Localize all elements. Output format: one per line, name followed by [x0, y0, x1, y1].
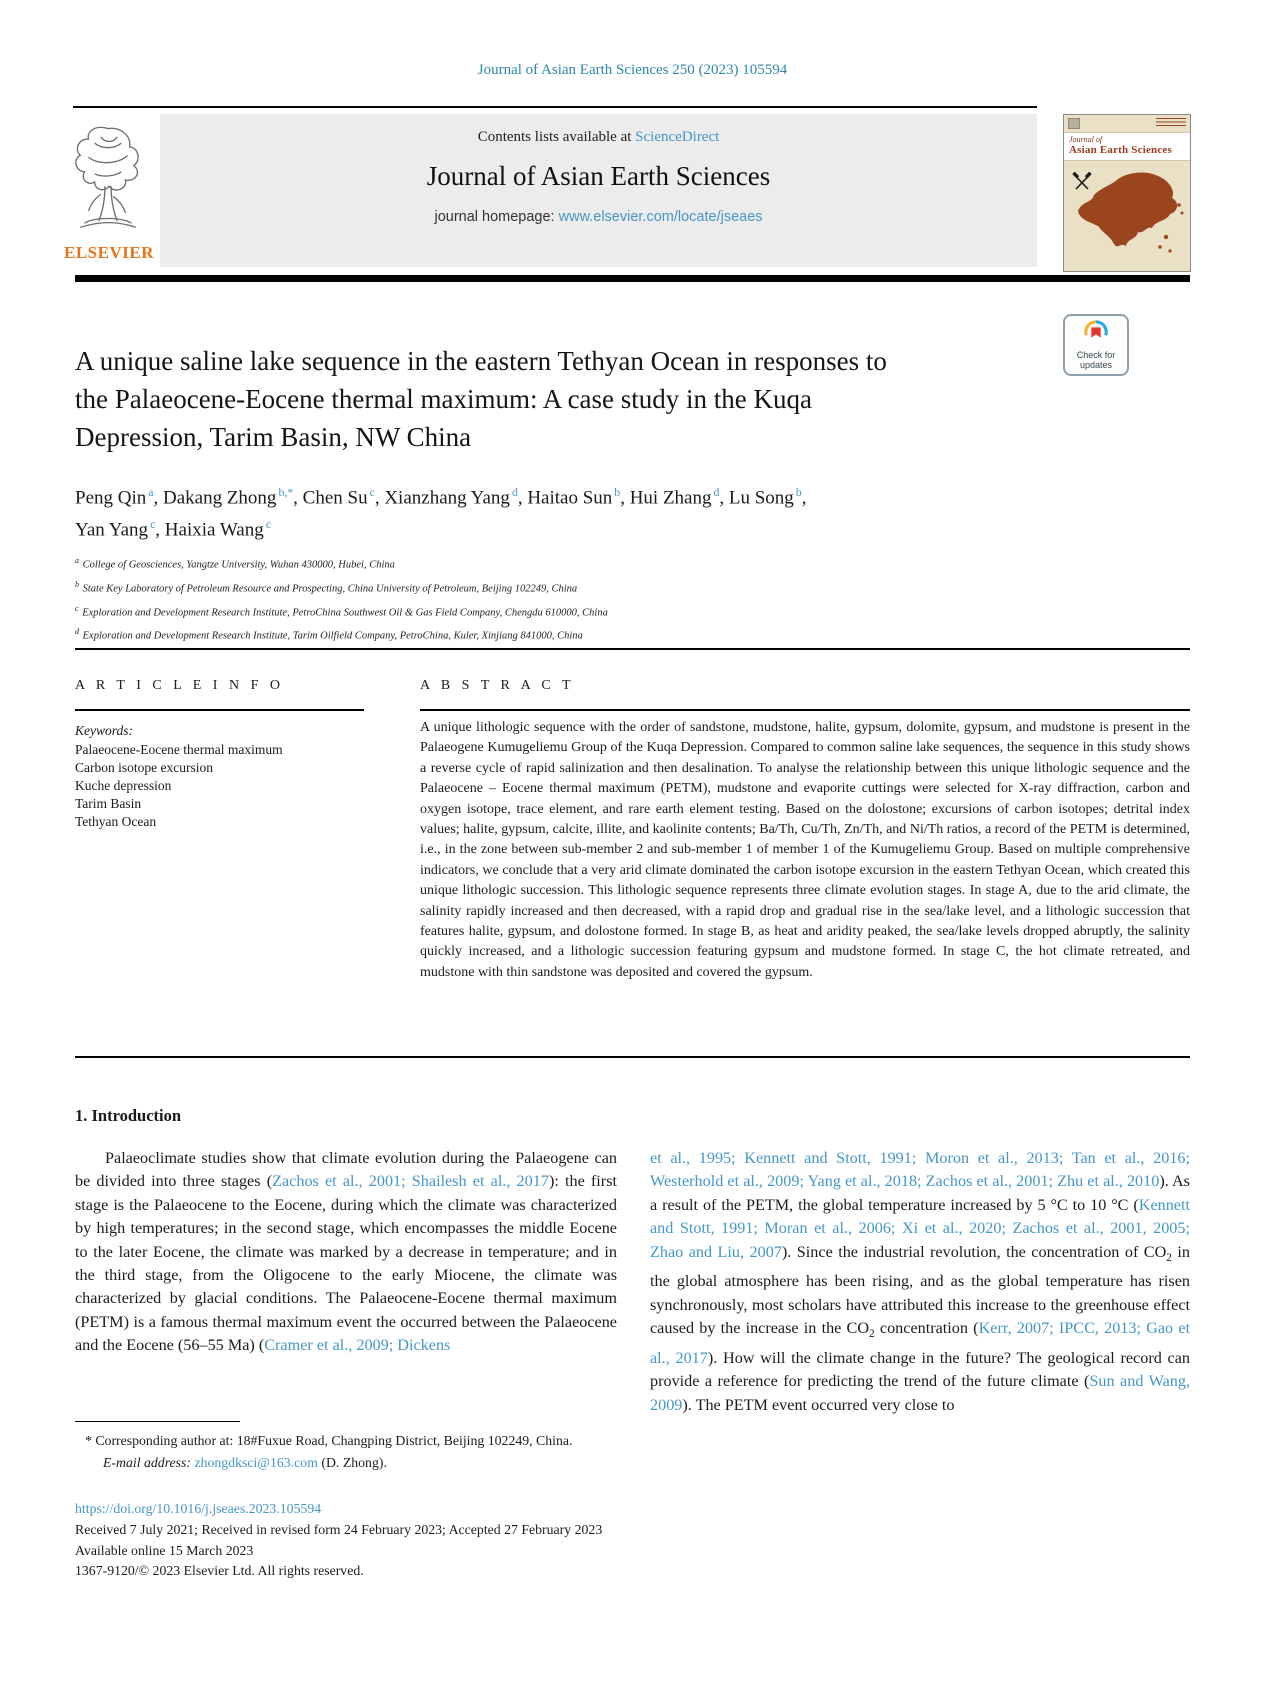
- affiliations: [75, 551, 608, 646]
- superscript-marker: b: [75, 579, 79, 589]
- journal-cover-thumbnail[interactable]: [1063, 114, 1191, 272]
- text-segment: , Hui Zhang: [620, 487, 712, 509]
- homepage-line: [160, 209, 1037, 225]
- superscript-marker: d: [75, 627, 79, 637]
- text-segment: , Chen Su: [293, 487, 368, 509]
- text-segment: , Haitao Sun: [517, 487, 613, 509]
- author-line: [75, 511, 806, 543]
- superscript-marker: d: [511, 486, 518, 499]
- cover-title-italic: Journal of: [1069, 135, 1103, 144]
- text-segment: concentration (: [874, 1319, 979, 1338]
- superscript-marker: b: [795, 486, 802, 499]
- keywords-label: Keywords:: [75, 723, 133, 738]
- text-segment: ). How will the climate change in the future? The geological record can provide a reference for predicting the trend of the future climate (: [650, 1348, 1190, 1391]
- keyword-item: Palaeocene-Eocene thermal maximum: [75, 742, 283, 757]
- journal-homepage-link[interactable]: www.elsevier.com/locate/jseaes: [558, 209, 763, 225]
- sciencedirect-link[interactable]: ScienceDirect: [635, 129, 720, 145]
- text-segment: ). The PETM event occurred very close to: [682, 1395, 955, 1414]
- section-heading-introduction: 1. Introduction: [75, 1106, 182, 1125]
- intro-left-column: [75, 1147, 617, 1358]
- text-segment: ): the first stage is the Palaeocene to the Eocene, during which the climate was characterized by high temperatures; in the second stage, which encompasses the middle Eocene to the later Eocene, the climate was marked by a decrease in temperature; and in the third stage, from the Oligocene to the early Miocene, the climate was characterized by glacial conditions. The Palaeocene-Eocene thermal maximum (PETM) is a famous thermal maximum event the occurred between the Palaeocene and the Eocene (56–55 Ma) (: [75, 1172, 617, 1355]
- masthead-journal-title: Journal of Asian Earth Sciences: [426, 161, 771, 191]
- cover-top-text-decoration: [1156, 118, 1186, 126]
- cover-title-band: [1064, 132, 1190, 161]
- citation-link[interactable]: Sun and Wang, 2009: [650, 1372, 1190, 1414]
- citation-link[interactable]: Kerr, 2007; IPCC, 2013; Gao et al., 2017: [650, 1319, 1191, 1367]
- text-segment: in the global atmosphere has been rising, and as the global temperature has risen synchronously, most scholars have attributed this increase to the greenhouse effect caused by the increase in the CO: [650, 1242, 1190, 1338]
- issn-copyright: 1367-9120/© 2023 Elsevier Ltd. All rights reserved.: [75, 1563, 364, 1579]
- superscript-marker: c: [265, 518, 271, 532]
- text-segment: ). Since the industrial revolution, the concentration of CO: [781, 1242, 1167, 1261]
- affiliation-line: [75, 575, 608, 599]
- text-segment: , Dakang Zhong: [153, 487, 277, 509]
- citation-link[interactable]: Zachos et al., 2001; Shailesh et al., 2017: [272, 1172, 549, 1191]
- keywords-list: [75, 741, 283, 831]
- article-title: [75, 342, 887, 456]
- abstract-heading: A B S T R A C T: [420, 678, 575, 693]
- text-segment: ,: [801, 487, 807, 509]
- received-dates: Received 7 July 2021; Received in revised form 24 February 2023; Accepted 27 February 2023: [75, 1521, 603, 1537]
- footnote-divider: [75, 1421, 240, 1422]
- superscript-marker: b,*: [278, 486, 294, 499]
- crossmark-icon: [1083, 319, 1109, 345]
- cover-mini-logo: [1068, 118, 1080, 129]
- text-segment: Exploration and Development Research Institute, Tarim Oilfield Company, PetroChina, Kuler, Xinjiang 841000, China: [80, 630, 583, 642]
- cover-title-main: Asian Earth Sciences: [1069, 144, 1172, 156]
- cover-top-strip: [1064, 115, 1190, 132]
- corresponding-author-note: * Corresponding author at: 18#Fuxue Road, Changping District, Beijing 102249, China.: [85, 1433, 573, 1448]
- info-abstract-top-divider: [75, 648, 1190, 650]
- text-segment: Exploration and Development Research Institute, PetroChina Southwest Oil & Gas Field Company, Chengdu 610000, China: [79, 607, 608, 619]
- check-updates-label: Check for updates: [1076, 350, 1116, 370]
- text-segment: Palaeoclimate studies show that climate evolution during the Palaeogene can be divided into three stages (: [75, 1149, 617, 1191]
- citation-link[interactable]: Kennett and Stott, 1991; Moran et al., 2006; Xi et al., 2020; Zachos et al., 2001, 2005; Zhao and Liu, 2007: [650, 1195, 1190, 1261]
- keyword-item: Tethyan Ocean: [75, 814, 157, 829]
- article-title-line: the Palaeocene-Eocene thermal maximum: A case study in the Kuqa: [75, 384, 813, 414]
- article-title-line: A unique saline lake sequence in the eastern Tethyan Ocean in responses to: [75, 346, 887, 376]
- keyword-item: Carbon isotope excursion: [75, 760, 213, 775]
- email-line: [75, 1452, 795, 1474]
- superscript-marker: c: [369, 486, 375, 499]
- crossed-hammers-icon: [1071, 171, 1093, 193]
- elsevier-logo-text: ELSEVIER: [64, 243, 154, 262]
- text-segment: College of Geosciences, Yangtze University, Wuhan 430000, Hubei, China: [80, 559, 395, 571]
- text-segment: State Key Laboratory of Petroleum Resource and Prospecting, China University of Petroleum, Beijing 102249, China: [80, 583, 578, 595]
- text-segment: , Lu Song: [719, 487, 794, 509]
- text-segment: Peng Qin: [75, 487, 147, 509]
- text-segment: ). As a result of the PETM, the global temperature increased by 5 °C to 10 °C (: [650, 1172, 1190, 1214]
- keyword-item: Tarim Basin: [75, 796, 142, 811]
- publication-info-block: [75, 1499, 875, 1582]
- abstract-text: A unique lithologic sequence with the order of sandstone, mudstone, halite, gypsum, dolomite, gypsum, and mudstone is present in the Palaeogene Kumugeliemu Group of the Kuqa Depression. Compared to common saline lake sequences, the sequence in this study shows a reverse cycle of rapid salinization and then desalination. To analyse the relationship between this unique lithologic sequence and the Palaeocene – Eocene thermal maximum (PETM), mudstone and evaporite cuttings were selected for X-ray diffraction, carbon and oxygen isotope, trace element, and rare earth element testing. Based on the dolostone; excursions of carbon isotopes; detrital index values; halite, gypsum, calcite, illite, and kaolinite contents; Ba/Th, Cu/Th, Zn/Th, and Ni/Th ratios, a record of the PETM is determined, i.e., in the zone between sub-member 2 and sub-member 1 of member 1 of the Kumugeliemu Group. Based on multiple comprehensive indicators, we conclude that a very arid climate dominated the carbon isotope excursion in the eastern Tethyan Ocean, which created this unique lithologic succession. This lithologic sequence represents three climate evolution stages. In stage A, due to the arid climate, the salinity rapidly increased and then decreased, with a rapid drop and gradual rise in the sea/lake level, and a lithologic succession that features halite, gypsum, and dolostone formed. In stage B, as heat and aridity peaked, the sea/lake levels dropped abruptly, the salinity quickly increased, and a lithologic succession featuring gypsum and mudstone formed. In stage C, the hot climate retreated, and mudstone with thin sandstone was deposited and covered the gypsum.: [420, 720, 1190, 980]
- text-segment: , Haixia Wang: [155, 519, 264, 541]
- affiliation-line: [75, 599, 608, 623]
- available-online: Available online 15 March 2023: [75, 1542, 254, 1558]
- subscript-text: 2: [869, 1328, 875, 1341]
- doi-link[interactable]: https://doi.org/10.1016/j.jseaes.2023.105594: [75, 1501, 322, 1516]
- affiliation-line: [75, 622, 608, 646]
- check-for-updates-badge[interactable]: [1063, 314, 1129, 376]
- text-segment: E-mail address:: [103, 1454, 195, 1470]
- author-list: [75, 479, 806, 544]
- homepage-prefix: journal homepage:: [434, 209, 559, 225]
- superscript-marker: a: [75, 556, 79, 565]
- citation-link[interactable]: et al., 1995; Kennett and Stott, 1991; Moron et al., 2013; Tan et al., 2016; Westerhold et al., 2009; Yang et al., 2018; Zachos et al., 2001; Zhu et al., 2010: [650, 1149, 1190, 1191]
- article-title-line: Depression, Tarim Basin, NW China: [75, 422, 472, 452]
- masthead-box: [160, 114, 1037, 267]
- superscript-marker: c: [150, 518, 156, 532]
- elsevier-tree-logo-icon: [70, 122, 146, 238]
- author-line: [75, 479, 806, 511]
- subscript-text: 2: [1166, 1251, 1172, 1264]
- masthead-top-divider: [73, 106, 1037, 108]
- email-link[interactable]: zhongdksci@163.com: [194, 1454, 318, 1470]
- keyword-item: Kuche depression: [75, 778, 172, 793]
- article-info-heading: A R T I C L E I N F O: [75, 678, 284, 693]
- superscript-marker: d: [713, 486, 720, 499]
- text-segment: Yan Yang: [75, 519, 149, 541]
- superscript-marker: b: [614, 486, 621, 499]
- superscript-marker: a: [148, 486, 154, 499]
- contents-line: [160, 114, 1037, 146]
- text-segment: , Xianzhang Yang: [374, 487, 510, 509]
- masthead-bottom-bar: [75, 275, 1190, 282]
- superscript-marker: c: [75, 603, 79, 613]
- intro-right-column: [650, 1147, 1190, 1417]
- citation-header: Journal of Asian Earth Sciences 250 (2023) 105594: [477, 62, 788, 78]
- affiliation-line: [75, 551, 608, 575]
- footnote-block: [75, 1430, 795, 1473]
- citation-link[interactable]: Cramer et al., 2009; Dickens: [264, 1336, 451, 1355]
- abstract-bottom-divider: [75, 1056, 1190, 1058]
- text-segment: (D. Zhong).: [317, 1454, 387, 1470]
- article-info-heading-divider: [75, 709, 364, 711]
- contents-prefix: Contents lists available at: [477, 129, 636, 145]
- abstract-heading-divider: [420, 709, 1190, 711]
